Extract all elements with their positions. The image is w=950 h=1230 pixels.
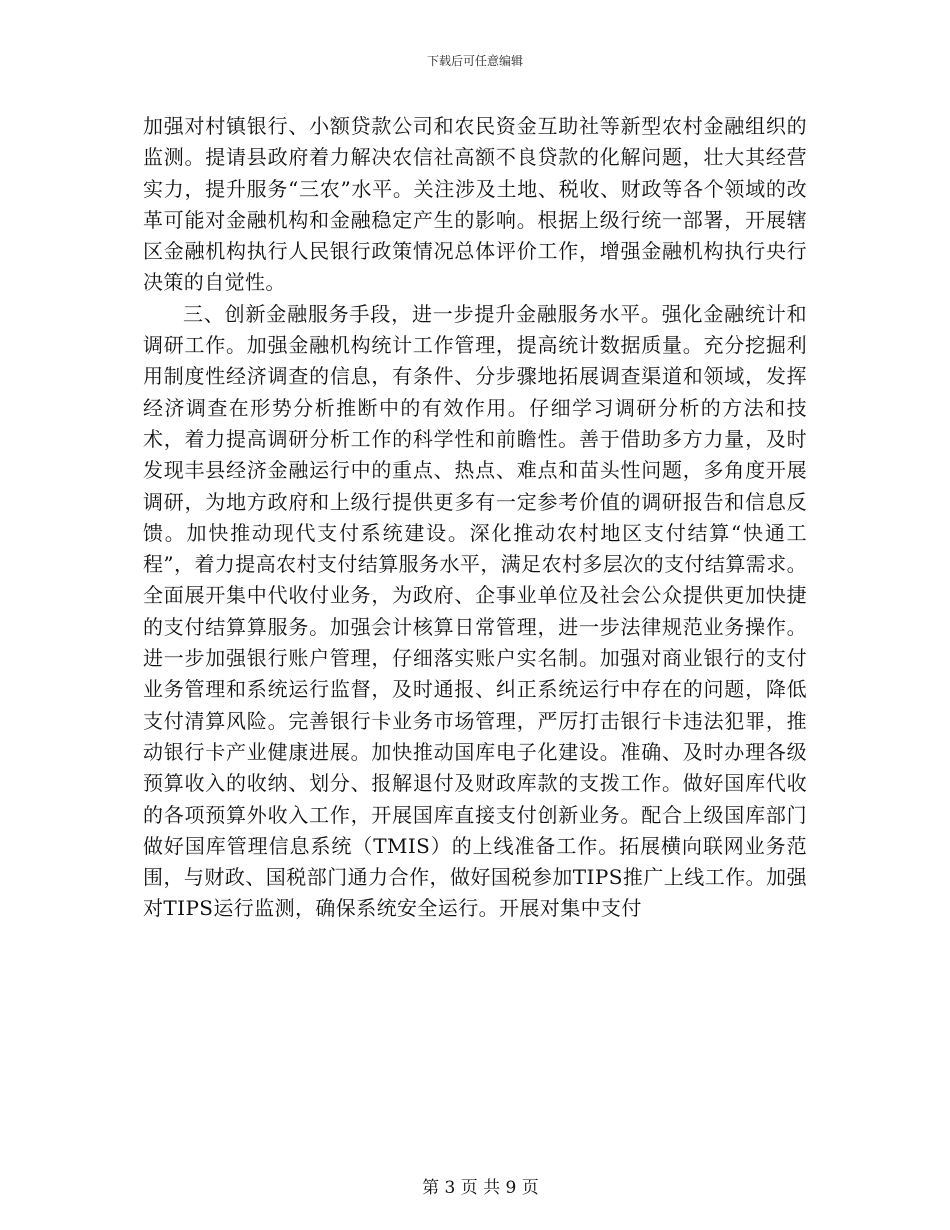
page-number: 第 3 页 共 9 页 bbox=[422, 1178, 539, 1198]
header-text: 下载后可任意编辑 bbox=[426, 54, 523, 68]
document-body bbox=[143, 111, 807, 925]
paragraph-1: 加强对村镇银行、小额贷款公司和农民资金互助社等新型农村金融组织的监测。提请县政府着力解决农信社高额不良贷款的化解问题，壮大其经营实力，提升服务“三农”水平。关注涉及土地、税收、财政等各个领域的改革可能对金融机构和金融稳定产生的影响。根据上级行统一部署，开展辖区金融机构执行人民银行政策情况总体评价工作，增强金融机构执行央行决策的自觉性。 bbox=[143, 114, 807, 295]
paragraph-2: 三、创新金融服务手段，进一步提升金融服务水平。强化金融统计和调研工作。加强金融机构统计工作管理，提高统计数据质量。充分挖掘利用制度性经济调查的信息，有条件、分步骤地拓展调查渠道和领域，发挥经济调查在形势分析推断中的有效作用。仔细学习调研分析的方法和技术，着力提高调研分析工作的科学性和前瞻性。善于借助多方力量，及时发现丰县经济金融运行中的重点、热点、难点和苗头性问题，多角度开展调研，为地方政府和上级行提供更多有一定参考价值的调研报告和信息反馈。加快推动现代支付系统建设。深化推动农村地区支付结算“快通工程”，着力提高农村支付结算服务水平，满足农村多层次的支付结算需求。全面展开集中代收付业务，为政府、企事业单位及社会公众提供更加快捷的支付结算算服务。加强会计核算日常管理，进一步法律规范业务操作。进一步加强银行账户管理，仔细落实账户实名制。加强对商业银行的支付业务管理和系统运行监督，及时通报、纠正系统运行中存在的问题，降低支付清算风险。完善银行卡业务市场管理，严厉打击银行卡违法犯罪，推动银行卡产业健康进展。加快推动国库电子化建设。准确、及时办理各级预算收入的收纳、划分、报解退付及财政库款的支拨工作。做好国库代收的各项预算外收入工作，开展国库直接支付创新业务。配合上级国库部门做好国库管理信息系统（TMIS）的上线准备工作。拓展横向联网业务范围，与财政、国税部门通力合作，做好国税参加TIPS推广上线工作。加强对TIPS运行监测，确保系统安全运行。开展对集中支付 bbox=[143, 301, 807, 921]
page-header bbox=[0, 53, 950, 69]
page-footer bbox=[0, 1155, 950, 1199]
